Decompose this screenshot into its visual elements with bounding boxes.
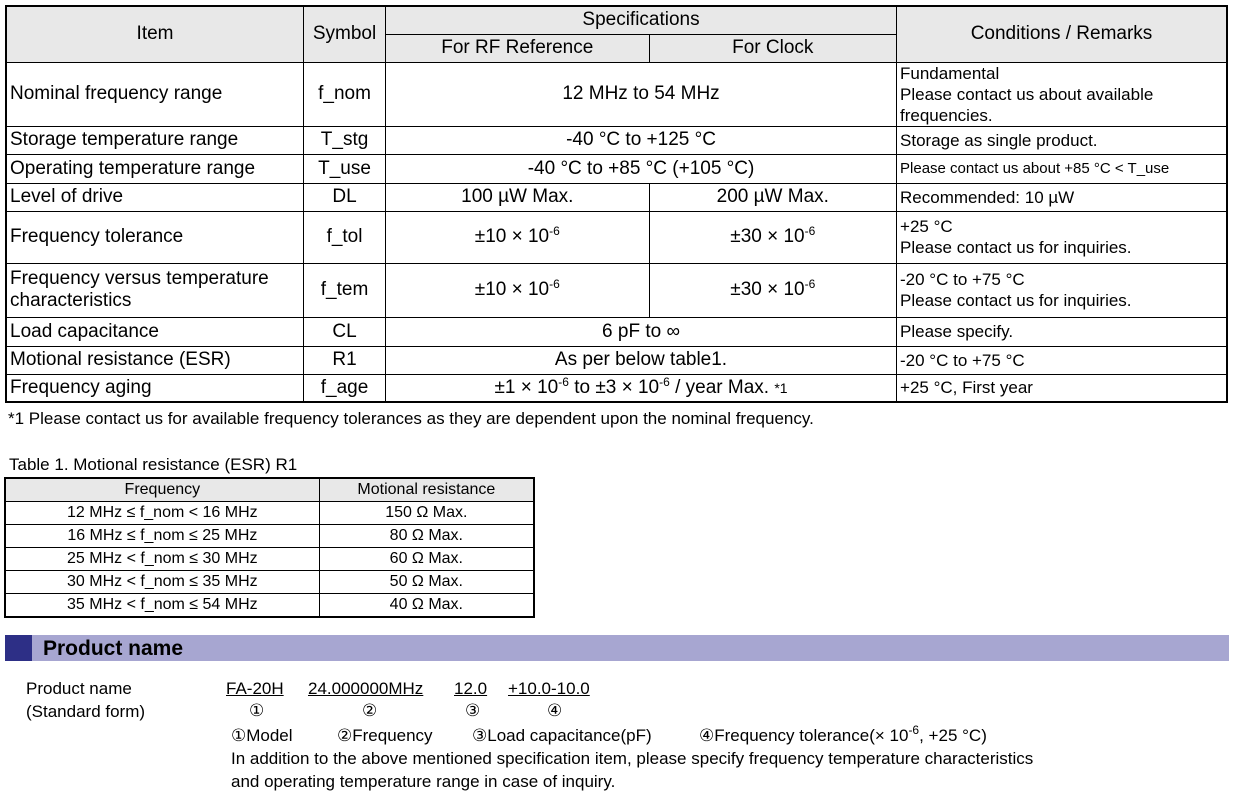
- row-symbol: DL: [304, 183, 386, 211]
- row-spec-rf: 100 µW Max.: [386, 183, 650, 211]
- row-symbol: f_tol: [304, 211, 386, 263]
- row-spec-rf: $\pm 10 \times 10^{-6}$: [386, 263, 650, 317]
- row-remark: Fundamental Please contact us about available frequencies.: [897, 62, 1227, 126]
- row-spec-clock: 200 µW Max.: [649, 183, 896, 211]
- inquiry-note-line1: In addition to the above mentioned specification item, please specify frequency temperature characteristics: [231, 749, 1034, 768]
- legend-frequency: ②Frequency: [337, 726, 433, 745]
- section-title: Product name: [43, 637, 184, 660]
- specifications-table: [5, 5, 1228, 403]
- table-row: [6, 183, 1227, 211]
- esr-frequency: 35 MHz < f_nom ≤ 54 MHz: [5, 594, 319, 618]
- row-item: Level of drive: [6, 183, 304, 211]
- row-spec: As per below table1.: [386, 346, 897, 374]
- inquiry-note-line2: and operating temperature range in case of inquiry.: [231, 772, 616, 791]
- part-frequency: 24.000000MHz: [308, 679, 424, 698]
- row-symbol: f_tem: [304, 263, 386, 317]
- header-specifications: Specifications: [386, 6, 897, 34]
- row-spec: -40 °C to +85 °C (+105 °C): [386, 154, 897, 183]
- row-spec: -40 °C to +125 °C: [386, 126, 897, 154]
- row-remark: Please contact us about +85 °C < T_use: [897, 154, 1227, 183]
- esr-header-resistance: Motional resistance: [319, 478, 534, 502]
- marker-3: ③: [465, 701, 481, 721]
- standard-form-label: (Standard form): [26, 702, 146, 721]
- legend-load-capacitance: ③Load capacitance(pF): [472, 726, 652, 745]
- table-row: [6, 263, 1227, 317]
- table-row: [6, 374, 1227, 402]
- row-symbol: R1: [304, 346, 386, 374]
- section-header: [5, 635, 1229, 661]
- row-item: Frequency tolerance: [6, 211, 304, 263]
- table-row: [6, 62, 1227, 126]
- part-load-capacitance: 12.0: [454, 679, 488, 698]
- esr-table: [4, 477, 535, 618]
- marker-2: ②: [362, 701, 378, 721]
- row-item: Frequency aging: [6, 374, 304, 402]
- row-spec-clock: $\pm 30 \times 10^{-6}$: [649, 263, 896, 317]
- table-row: [6, 317, 1227, 346]
- table-row: [5, 548, 534, 571]
- esr-frequency: 30 MHz < f_nom ≤ 35 MHz: [5, 571, 319, 594]
- row-symbol: T_stg: [304, 126, 386, 154]
- footnote: *1 Please contact us for available frequency tolerances as they are dependent upon the nominal frequency.: [8, 409, 814, 428]
- row-symbol: f_nom: [304, 62, 386, 126]
- esr-resistance: 40 Ω Max.: [319, 594, 534, 618]
- esr-frequency: 12 MHz ≤ f_nom < 16 MHz: [5, 502, 319, 525]
- row-spec: $\pm 1 \times 10^{-6}$ to $\pm 3 \times 10^{-6}$ / year Max. *1: [386, 374, 897, 402]
- esr-header-frequency: Frequency: [5, 478, 319, 502]
- row-item: Nominal frequency range: [6, 62, 304, 126]
- row-symbol: T_use: [304, 154, 386, 183]
- table-row: [5, 525, 534, 548]
- esr-frequency: 25 MHz < f_nom ≤ 30 MHz: [5, 548, 319, 571]
- esr-resistance: 80 Ω Max.: [319, 525, 534, 548]
- row-spec-rf: $\pm 10 \times 10^{-6}$: [386, 211, 650, 263]
- table-row: [5, 571, 534, 594]
- esr-frequency: 16 MHz ≤ f_nom ≤ 25 MHz: [5, 525, 319, 548]
- product-name-label: Product name: [26, 679, 132, 698]
- esr-table-caption: Table 1. Motional resistance (ESR) R1: [9, 455, 298, 474]
- row-remark: Please specify.: [897, 317, 1227, 346]
- row-symbol: CL: [304, 317, 386, 346]
- esr-resistance: 150 Ω Max.: [319, 502, 534, 525]
- header-rf-reference: For RF Reference: [386, 34, 650, 62]
- row-spec-clock: $\pm 30 \times 10^{-6}$: [649, 211, 896, 263]
- table-row: [5, 594, 534, 618]
- table-row: [6, 346, 1227, 374]
- section-marker: [5, 635, 32, 661]
- row-remark: +25 °C Please contact us for inquiries.: [897, 211, 1227, 263]
- table-row: [6, 211, 1227, 263]
- esr-resistance: 60 Ω Max.: [319, 548, 534, 571]
- esr-resistance: 50 Ω Max.: [319, 571, 534, 594]
- legend-tolerance: ④Frequency tolerance(× $10^{-6}$, +25 °C): [699, 723, 987, 745]
- row-remark: +25 °C, First year: [897, 374, 1227, 402]
- row-spec: 6 pF to ∞: [386, 317, 897, 346]
- row-item: Frequency versus temperature characteristics: [6, 263, 304, 317]
- row-remark: -20 °C to +75 °C Please contact us for inquiries.: [897, 263, 1227, 317]
- table-row: [6, 126, 1227, 154]
- marker-4: ④: [547, 701, 563, 721]
- row-spec: 12 MHz to 54 MHz: [386, 62, 897, 126]
- part-tolerance: +10.0-10.0: [508, 679, 590, 698]
- header-item: Item: [6, 6, 304, 62]
- row-remark: -20 °C to +75 °C: [897, 346, 1227, 374]
- table-row: [6, 154, 1227, 183]
- part-model: FA-20H: [226, 679, 284, 698]
- row-item: Storage temperature range: [6, 126, 304, 154]
- legend-model: ①Model: [231, 726, 293, 745]
- table-row: [5, 502, 534, 525]
- row-remark: Storage as single product.: [897, 126, 1227, 154]
- row-item: Load capacitance: [6, 317, 304, 346]
- row-remark: Recommended: 10 µW: [897, 183, 1227, 211]
- row-symbol: f_age: [304, 374, 386, 402]
- header-remarks: Conditions / Remarks: [897, 6, 1227, 62]
- header-symbol: Symbol: [304, 6, 386, 62]
- header-clock: For Clock: [649, 34, 896, 62]
- marker-1: ①: [249, 701, 265, 721]
- row-item: Operating temperature range: [6, 154, 304, 183]
- row-item: Motional resistance (ESR): [6, 346, 304, 374]
